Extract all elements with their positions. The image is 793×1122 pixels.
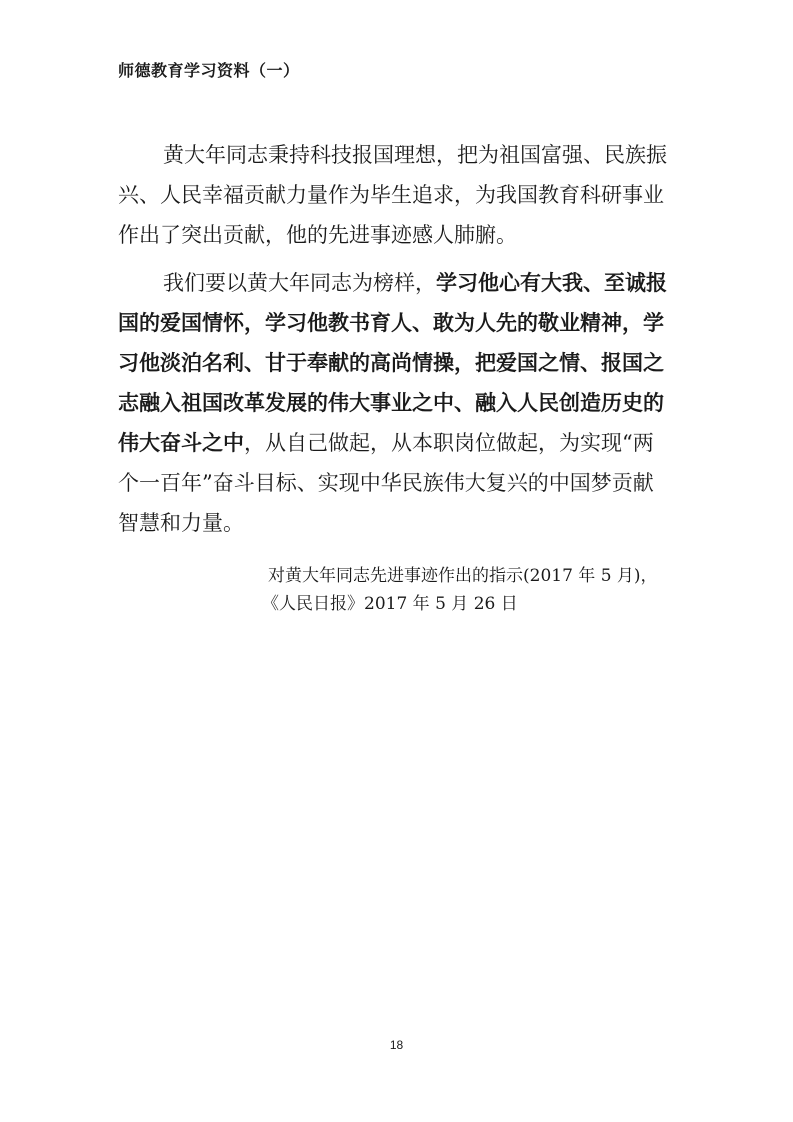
paragraph-2-line-6: 个一百年”奋斗目标、实现中华民族伟大复兴的中国梦贡献 bbox=[118, 471, 654, 495]
page-number: 18 bbox=[389, 1038, 404, 1052]
paragraph-1-line-2: 兴、人民幸福贡献力量作为毕生追求，为我国教育科研事业 bbox=[118, 183, 664, 207]
paragraph-2-line-7: 智慧和力量。 bbox=[118, 511, 244, 535]
paragraph-2-line-1 bbox=[118, 263, 678, 303]
source-line-2: 《人民日报》2017 年 5 月 26 日 bbox=[262, 594, 518, 614]
paragraph-1-line-3: 作出了突出贡献，他的先进事迹感人肺腑。 bbox=[118, 223, 517, 247]
paragraph-2-line-5-bold: 伟大奋斗之中 bbox=[118, 431, 244, 455]
paragraph-2-line-1-normal: 我们要以黄大年同志为榜样， bbox=[163, 271, 436, 295]
paragraph-2-line-5 bbox=[118, 423, 678, 463]
document-header: 师德教育学习资料（一） bbox=[118, 61, 300, 80]
source-line-1: 对黄大年同志先进事迹作出的指示(2017 年 5 月)， bbox=[268, 566, 658, 586]
paragraph-2-line-5-normal: ，从自己做起，从本职岗位做起，为实现“两 bbox=[244, 431, 654, 455]
paragraph-2-line-3: 习他淡泊名利、甘于奉献的高尚情操，把爱国之情、报国之 bbox=[118, 351, 664, 375]
paragraph-2-line-1-bold: 学习他心有大我、至诚报 bbox=[436, 271, 667, 295]
paragraph-2 bbox=[118, 263, 678, 543]
paragraph-1 bbox=[118, 135, 678, 255]
paragraph-2-line-2: 国的爱国情怀，学习他教书育人、敢为人先的敬业精神，学 bbox=[118, 311, 664, 335]
paragraph-2-line-4: 志融入祖国改革发展的伟大事业之中、融入人民创造历史的 bbox=[118, 391, 664, 415]
paragraph-1-line-1: 黄大年同志秉持科技报国理想，把为祖国富强、民族振 bbox=[163, 143, 667, 167]
source-citation bbox=[262, 562, 658, 618]
